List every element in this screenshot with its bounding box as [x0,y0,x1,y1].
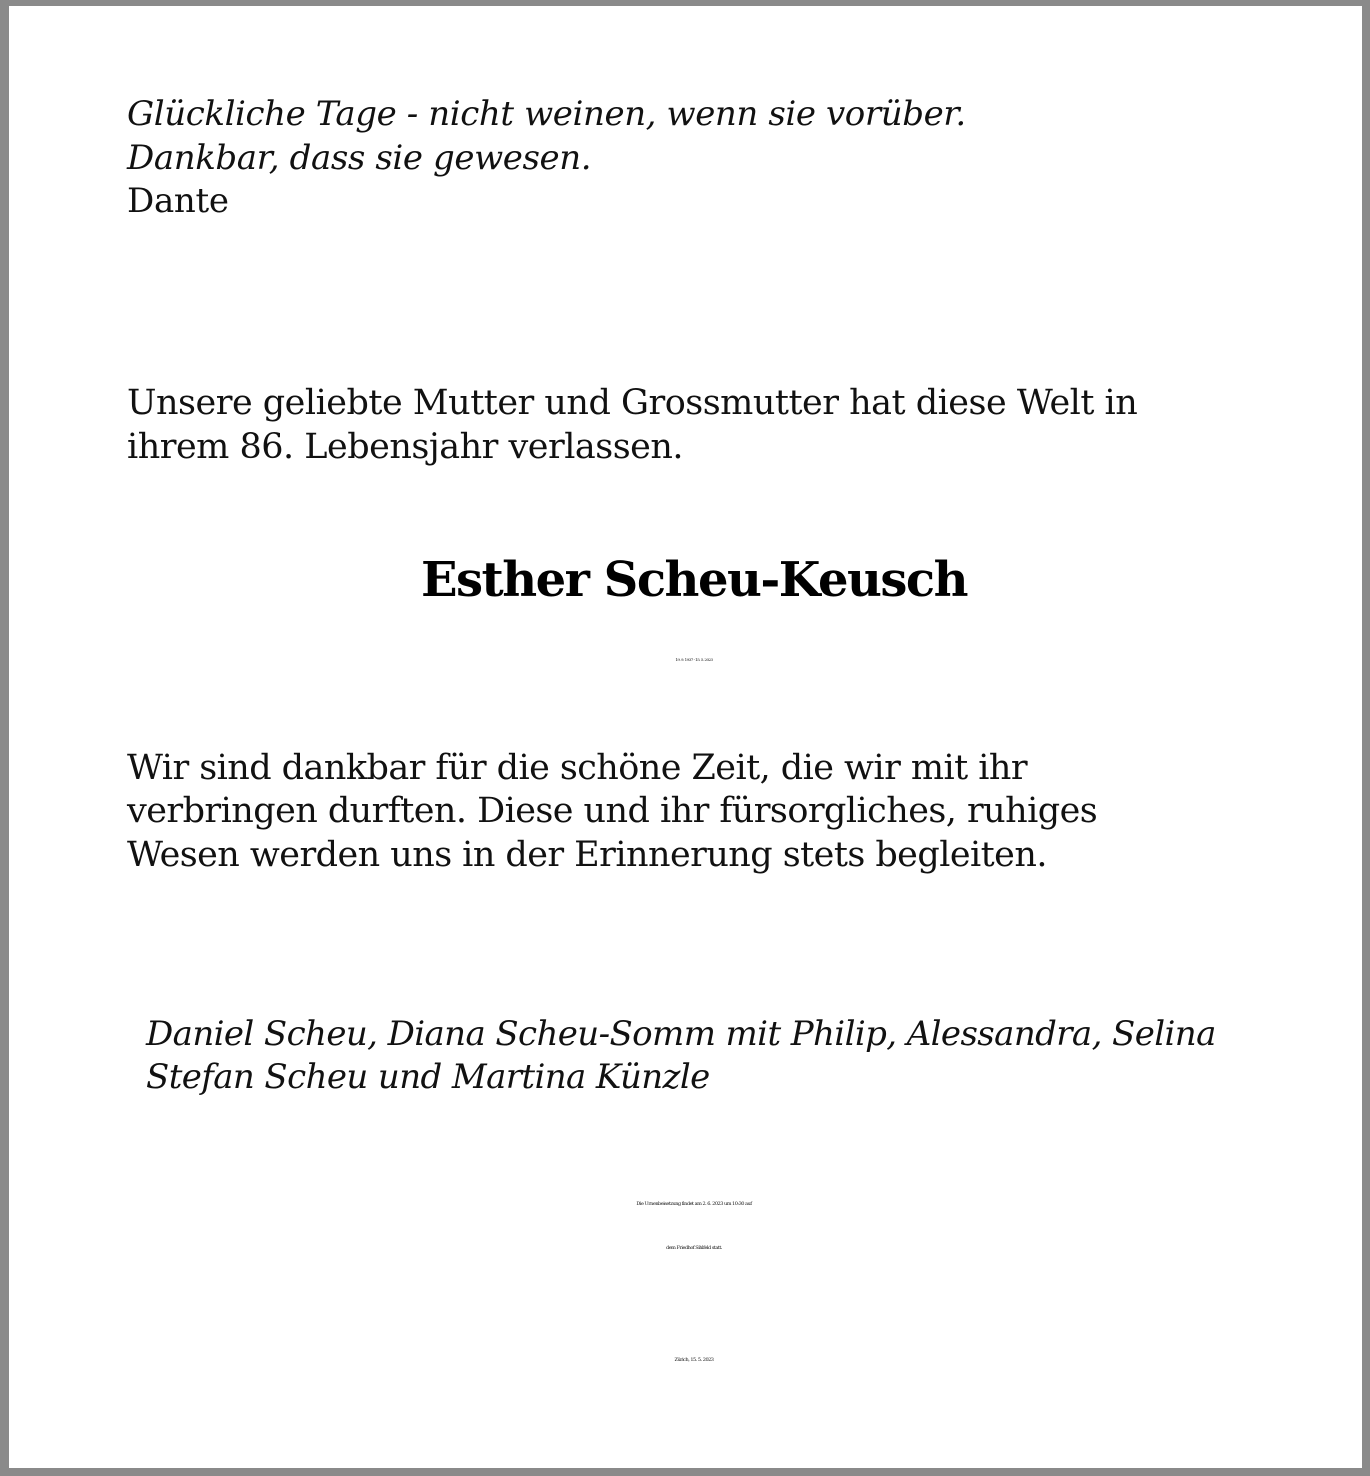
quote-line-2: Dankbar, dass sie gewesen. [127,138,592,178]
burial-line-2: dem Friedhof Sihlfeld statt. [666,1245,722,1251]
quote-author: Dante [127,181,229,221]
gratitude-line-3: Wesen werden uns in der Erinnerung stets begleiten. [127,835,1047,875]
intro-line-1: Unsere geliebte Mutter und Grossmutter hat diese Welt in [127,383,1138,423]
mourners-line-2: Stefan Scheu und Martina Künzle [146,1057,710,1097]
intro-line-2: ihrem 86. Lebensjahr verlassen. [127,427,684,467]
deceased-name: Esther Scheu-Keusch [420,552,968,608]
burial-line-1: Die Urnenbeisetzung findet am 2. 6. 2023 um 10:30 auf [636,1201,752,1207]
gratitude-line-2: verbringen durften. Diese und ihr fürsorgliches, ruhiges [127,791,1098,831]
quote-line-1: Glückliche Tage - nicht weinen, wenn sie vorüber. [127,94,966,134]
gratitude-line-1: Wir sind dankbar für die schöne Zeit, die wir mit ihr [127,748,1028,788]
life-dates: 19. 9. 1937 - 15. 5. 2023 [675,657,713,662]
place-and-date: Zürich, 15. 5. 2023 [674,1357,714,1363]
mourners-line-1: Daniel Scheu, Diana Scheu-Somm mit Philip, Alessandra, Selina [146,1014,1216,1054]
